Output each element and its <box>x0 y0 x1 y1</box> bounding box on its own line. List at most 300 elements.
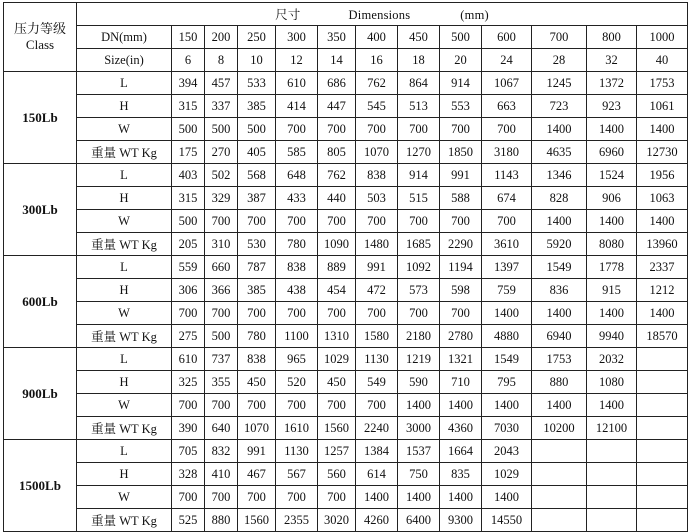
row-label-cell: L <box>77 72 172 95</box>
value-cell: 1956 <box>637 164 688 187</box>
value-cell: 337 <box>205 95 238 118</box>
value-cell: 1310 <box>318 325 356 348</box>
value-cell: 310 <box>205 233 238 256</box>
value-cell: 700 <box>398 118 440 141</box>
value-cell: 1753 <box>637 72 688 95</box>
value-cell: 515 <box>398 187 440 210</box>
value-cell: 700 <box>276 210 318 233</box>
value-cell: 1080 <box>587 371 637 394</box>
size-value-cell: 20 <box>440 49 482 72</box>
value-cell: 5920 <box>532 233 587 256</box>
size-value-cell: 14 <box>318 49 356 72</box>
value-cell: 1257 <box>318 440 356 463</box>
value-cell: 795 <box>482 371 532 394</box>
value-cell: 700 <box>318 118 356 141</box>
value-cell: 598 <box>440 279 482 302</box>
value-cell: 674 <box>482 187 532 210</box>
value-cell: 700 <box>172 394 205 417</box>
value-cell: 275 <box>172 325 205 348</box>
value-cell: 780 <box>238 325 276 348</box>
value-cell: 1400 <box>482 486 532 509</box>
value-cell: 1143 <box>482 164 532 187</box>
table-body <box>4 3 688 532</box>
value-cell: 838 <box>356 164 398 187</box>
value-cell: 700 <box>482 210 532 233</box>
value-cell: 325 <box>172 371 205 394</box>
value-cell: 787 <box>238 256 276 279</box>
value-cell: 1400 <box>440 486 482 509</box>
value-cell: 1400 <box>637 210 688 233</box>
value-cell: 1400 <box>356 486 398 509</box>
value-cell <box>587 486 637 509</box>
dn-value-cell: 300 <box>276 26 318 49</box>
value-cell: 836 <box>532 279 587 302</box>
value-cell: 700 <box>205 394 238 417</box>
table-row <box>4 210 688 233</box>
value-cell: 915 <box>587 279 637 302</box>
value-cell: 450 <box>318 371 356 394</box>
value-cell: 1070 <box>238 417 276 440</box>
value-cell: 390 <box>172 417 205 440</box>
table-row <box>4 256 688 279</box>
value-cell: 585 <box>276 141 318 164</box>
value-cell: 1061 <box>637 95 688 118</box>
table-row <box>4 440 688 463</box>
value-cell: 1400 <box>482 302 532 325</box>
value-cell <box>637 348 688 371</box>
value-cell: 513 <box>398 95 440 118</box>
dn-value-cell: 250 <box>238 26 276 49</box>
table-row <box>4 233 688 256</box>
dimension-table <box>3 2 688 532</box>
value-cell: 545 <box>356 95 398 118</box>
value-cell: 700 <box>440 302 482 325</box>
value-cell: 914 <box>440 72 482 95</box>
value-cell: 864 <box>398 72 440 95</box>
row-label-cell: L <box>77 440 172 463</box>
value-cell: 4260 <box>356 509 398 532</box>
class-header-en: Class <box>25 37 55 52</box>
value-cell: 700 <box>356 118 398 141</box>
size-value-cell: 8 <box>205 49 238 72</box>
value-cell <box>532 509 587 532</box>
value-cell: 2043 <box>482 440 532 463</box>
table-row <box>4 72 688 95</box>
value-cell: 467 <box>238 463 276 486</box>
value-cell: 700 <box>482 118 532 141</box>
class-name-cell: 150Lb <box>4 72 77 164</box>
value-cell: 1580 <box>356 325 398 348</box>
table-row <box>4 394 688 417</box>
value-cell: 1400 <box>587 210 637 233</box>
value-cell: 1397 <box>482 256 532 279</box>
value-cell: 640 <box>205 417 238 440</box>
value-cell: 3610 <box>482 233 532 256</box>
value-cell: 991 <box>356 256 398 279</box>
table-row <box>4 164 688 187</box>
value-cell: 700 <box>205 210 238 233</box>
row-label-cell: H <box>77 187 172 210</box>
class-name-cell: 300Lb <box>4 164 77 256</box>
value-cell: 805 <box>318 141 356 164</box>
dn-value-cell: 1000 <box>637 26 688 49</box>
value-cell: 700 <box>318 486 356 509</box>
value-cell: 503 <box>356 187 398 210</box>
value-cell: 1194 <box>440 256 482 279</box>
value-cell: 1245 <box>532 72 587 95</box>
value-cell: 1063 <box>637 187 688 210</box>
value-cell: 700 <box>356 394 398 417</box>
dn-label: DN(mm) <box>77 26 172 49</box>
value-cell: 759 <box>482 279 532 302</box>
value-cell <box>587 463 637 486</box>
value-cell: 700 <box>238 394 276 417</box>
unit-label: (mm) <box>460 8 489 22</box>
table-row <box>4 417 688 440</box>
value-cell: 1400 <box>587 118 637 141</box>
value-cell: 700 <box>238 302 276 325</box>
value-cell: 1029 <box>318 348 356 371</box>
value-cell: 750 <box>398 463 440 486</box>
value-cell: 6940 <box>532 325 587 348</box>
row-label-cell: W <box>77 210 172 233</box>
value-cell: 500 <box>172 118 205 141</box>
value-cell: 762 <box>356 72 398 95</box>
value-cell: 1400 <box>587 302 637 325</box>
value-cell: 660 <box>205 256 238 279</box>
size-label: Size(in) <box>77 49 172 72</box>
value-cell: 567 <box>276 463 318 486</box>
value-cell: 385 <box>238 95 276 118</box>
value-cell: 700 <box>276 394 318 417</box>
value-cell: 2240 <box>356 417 398 440</box>
value-cell: 1029 <box>482 463 532 486</box>
value-cell: 502 <box>205 164 238 187</box>
size-cn-label: 尺寸 <box>275 8 301 22</box>
value-cell: 1753 <box>532 348 587 371</box>
value-cell: 355 <box>205 371 238 394</box>
value-cell: 889 <box>318 256 356 279</box>
row-label-cell: H <box>77 371 172 394</box>
row-label-cell: L <box>77 164 172 187</box>
row-label-cell: H <box>77 463 172 486</box>
class-header-cell <box>4 3 77 72</box>
value-cell: 7030 <box>482 417 532 440</box>
row-label-cell: 重量 WT Kg <box>77 509 172 532</box>
header-row-size <box>4 49 688 72</box>
value-cell: 880 <box>205 509 238 532</box>
value-cell: 205 <box>172 233 205 256</box>
value-cell: 1610 <box>276 417 318 440</box>
value-cell: 1321 <box>440 348 482 371</box>
value-cell: 723 <box>532 95 587 118</box>
value-cell: 762 <box>318 164 356 187</box>
value-cell: 1560 <box>318 417 356 440</box>
row-label-cell: W <box>77 394 172 417</box>
value-cell: 4360 <box>440 417 482 440</box>
value-cell: 270 <box>205 141 238 164</box>
row-label-cell: W <box>77 302 172 325</box>
size-value-cell: 28 <box>532 49 587 72</box>
value-cell: 8080 <box>587 233 637 256</box>
dn-value-cell: 800 <box>587 26 637 49</box>
value-cell: 700 <box>356 210 398 233</box>
value-cell: 2355 <box>276 509 318 532</box>
value-cell: 573 <box>398 279 440 302</box>
value-cell: 560 <box>318 463 356 486</box>
value-cell: 315 <box>172 187 205 210</box>
value-cell: 328 <box>172 463 205 486</box>
value-cell: 387 <box>238 187 276 210</box>
dimension-table-container <box>3 2 688 532</box>
table-row <box>4 325 688 348</box>
value-cell: 1400 <box>398 486 440 509</box>
value-cell: 700 <box>205 486 238 509</box>
value-cell: 705 <box>172 440 205 463</box>
value-cell: 780 <box>276 233 318 256</box>
value-cell: 533 <box>238 72 276 95</box>
value-cell: 923 <box>587 95 637 118</box>
value-cell: 525 <box>172 509 205 532</box>
value-cell: 700 <box>398 210 440 233</box>
value-cell: 1090 <box>318 233 356 256</box>
value-cell: 2337 <box>637 256 688 279</box>
value-cell: 838 <box>276 256 318 279</box>
value-cell: 530 <box>238 233 276 256</box>
value-cell: 447 <box>318 95 356 118</box>
value-cell: 700 <box>318 302 356 325</box>
value-cell: 700 <box>440 210 482 233</box>
table-row <box>4 302 688 325</box>
value-cell: 700 <box>318 394 356 417</box>
table-row <box>4 509 688 532</box>
value-cell: 2290 <box>440 233 482 256</box>
dimensions-label: Dimensions <box>348 8 411 22</box>
row-label-cell: H <box>77 279 172 302</box>
value-cell: 1524 <box>587 164 637 187</box>
value-cell: 1219 <box>398 348 440 371</box>
value-cell: 1384 <box>356 440 398 463</box>
size-value-cell: 10 <box>238 49 276 72</box>
dn-value-cell: 200 <box>205 26 238 49</box>
value-cell: 686 <box>318 72 356 95</box>
value-cell: 1270 <box>398 141 440 164</box>
value-cell: 838 <box>238 348 276 371</box>
dn-value-cell: 450 <box>398 26 440 49</box>
value-cell: 1664 <box>440 440 482 463</box>
value-cell: 1400 <box>532 302 587 325</box>
value-cell: 590 <box>398 371 440 394</box>
dimensions-title-cell <box>77 3 688 26</box>
value-cell: 9940 <box>587 325 637 348</box>
value-cell: 737 <box>205 348 238 371</box>
row-label-cell: W <box>77 486 172 509</box>
value-cell <box>587 440 637 463</box>
row-label-cell: 重量 WT Kg <box>77 325 172 348</box>
value-cell: 6960 <box>587 141 637 164</box>
value-cell: 500 <box>205 325 238 348</box>
table-row <box>4 187 688 210</box>
value-cell: 1212 <box>637 279 688 302</box>
value-cell: 1400 <box>532 394 587 417</box>
value-cell: 14550 <box>482 509 532 532</box>
value-cell <box>637 440 688 463</box>
value-cell: 663 <box>482 95 532 118</box>
value-cell <box>532 486 587 509</box>
value-cell: 1067 <box>482 72 532 95</box>
value-cell: 700 <box>172 486 205 509</box>
size-value-cell: 40 <box>637 49 688 72</box>
value-cell: 2780 <box>440 325 482 348</box>
value-cell: 366 <box>205 279 238 302</box>
value-cell: 906 <box>587 187 637 210</box>
value-cell: 2180 <box>398 325 440 348</box>
value-cell <box>637 371 688 394</box>
row-label-cell: 重量 WT Kg <box>77 141 172 164</box>
row-label-cell: L <box>77 256 172 279</box>
value-cell <box>637 486 688 509</box>
value-cell: 700 <box>356 302 398 325</box>
value-cell: 610 <box>172 348 205 371</box>
value-cell: 1778 <box>587 256 637 279</box>
class-header-cn: 压力等级 <box>13 21 66 36</box>
table-row <box>4 463 688 486</box>
value-cell: 1130 <box>276 440 318 463</box>
value-cell: 553 <box>440 95 482 118</box>
row-label-cell: 重量 WT Kg <box>77 417 172 440</box>
value-cell: 18570 <box>637 325 688 348</box>
value-cell: 1372 <box>587 72 637 95</box>
value-cell: 1400 <box>482 394 532 417</box>
value-cell: 1400 <box>637 302 688 325</box>
value-cell: 3180 <box>482 141 532 164</box>
row-label-cell: 重量 WT Kg <box>77 233 172 256</box>
value-cell: 700 <box>276 302 318 325</box>
size-value-cell: 32 <box>587 49 637 72</box>
value-cell: 700 <box>238 210 276 233</box>
value-cell: 315 <box>172 95 205 118</box>
value-cell: 1549 <box>532 256 587 279</box>
size-value-cell: 24 <box>482 49 532 72</box>
table-row <box>4 95 688 118</box>
value-cell: 3020 <box>318 509 356 532</box>
value-cell: 12100 <box>587 417 637 440</box>
class-name-cell: 1500Lb <box>4 440 77 532</box>
value-cell: 1100 <box>276 325 318 348</box>
value-cell: 175 <box>172 141 205 164</box>
header-row-dn <box>4 26 688 49</box>
value-cell: 1346 <box>532 164 587 187</box>
value-cell: 410 <box>205 463 238 486</box>
value-cell: 500 <box>205 118 238 141</box>
value-cell: 520 <box>276 371 318 394</box>
value-cell: 700 <box>205 302 238 325</box>
row-label-cell: L <box>77 348 172 371</box>
value-cell <box>532 440 587 463</box>
size-value-cell: 18 <box>398 49 440 72</box>
value-cell: 1850 <box>440 141 482 164</box>
value-cell: 610 <box>276 72 318 95</box>
value-cell: 700 <box>238 486 276 509</box>
value-cell <box>637 417 688 440</box>
value-cell: 440 <box>318 187 356 210</box>
value-cell: 828 <box>532 187 587 210</box>
value-cell: 700 <box>276 486 318 509</box>
size-value-cell: 12 <box>276 49 318 72</box>
value-cell: 450 <box>238 371 276 394</box>
value-cell: 700 <box>276 118 318 141</box>
table-row <box>4 118 688 141</box>
value-cell: 403 <box>172 164 205 187</box>
value-cell: 4880 <box>482 325 532 348</box>
class-name-cell: 900Lb <box>4 348 77 440</box>
header-row-title <box>4 3 688 26</box>
table-row <box>4 141 688 164</box>
value-cell: 2032 <box>587 348 637 371</box>
value-cell: 13960 <box>637 233 688 256</box>
value-cell: 1537 <box>398 440 440 463</box>
value-cell: 472 <box>356 279 398 302</box>
value-cell: 1130 <box>356 348 398 371</box>
value-cell: 880 <box>532 371 587 394</box>
table-row <box>4 279 688 302</box>
value-cell: 1549 <box>482 348 532 371</box>
value-cell: 414 <box>276 95 318 118</box>
value-cell <box>587 509 637 532</box>
value-cell: 1400 <box>532 210 587 233</box>
value-cell: 1400 <box>532 118 587 141</box>
value-cell: 394 <box>172 72 205 95</box>
value-cell: 329 <box>205 187 238 210</box>
table-row <box>4 348 688 371</box>
value-cell: 433 <box>276 187 318 210</box>
value-cell: 914 <box>398 164 440 187</box>
table-row <box>4 371 688 394</box>
dn-value-cell: 500 <box>440 26 482 49</box>
value-cell: 12730 <box>637 141 688 164</box>
value-cell: 500 <box>238 118 276 141</box>
value-cell: 1400 <box>637 118 688 141</box>
value-cell: 588 <box>440 187 482 210</box>
value-cell: 991 <box>238 440 276 463</box>
value-cell: 454 <box>318 279 356 302</box>
value-cell: 832 <box>205 440 238 463</box>
value-cell: 438 <box>276 279 318 302</box>
value-cell: 835 <box>440 463 482 486</box>
value-cell: 1400 <box>440 394 482 417</box>
value-cell: 991 <box>440 164 482 187</box>
value-cell: 457 <box>205 72 238 95</box>
value-cell: 4635 <box>532 141 587 164</box>
value-cell: 3000 <box>398 417 440 440</box>
value-cell: 385 <box>238 279 276 302</box>
value-cell: 1560 <box>238 509 276 532</box>
dn-value-cell: 350 <box>318 26 356 49</box>
value-cell: 568 <box>238 164 276 187</box>
value-cell: 700 <box>318 210 356 233</box>
table-row <box>4 486 688 509</box>
dn-value-cell: 150 <box>172 26 205 49</box>
row-label-cell: W <box>77 118 172 141</box>
value-cell: 500 <box>172 210 205 233</box>
value-cell: 710 <box>440 371 482 394</box>
dn-value-cell: 700 <box>532 26 587 49</box>
value-cell: 700 <box>172 302 205 325</box>
value-cell: 306 <box>172 279 205 302</box>
value-cell: 6400 <box>398 509 440 532</box>
value-cell: 9300 <box>440 509 482 532</box>
value-cell: 1480 <box>356 233 398 256</box>
